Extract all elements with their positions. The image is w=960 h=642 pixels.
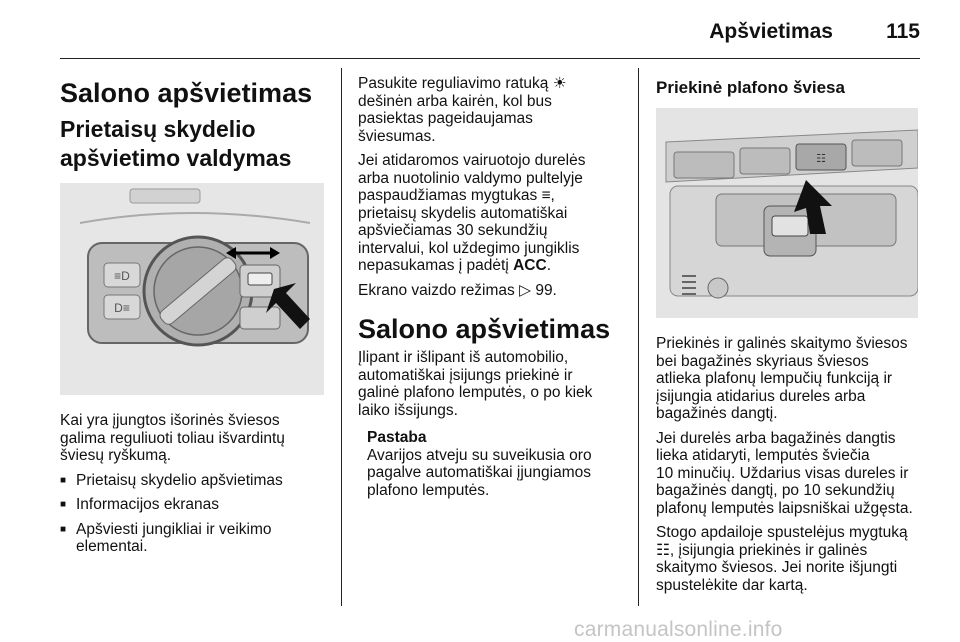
list-item: ■ Apšviesti jungikliai ir veikimo elementai. — [60, 521, 328, 556]
column-divider-2 — [638, 68, 639, 606]
list-item: ■ Prietaisų skydelio apšvietimas — [60, 472, 328, 490]
paragraph: Jei atidaromos vairuotojo durelės arba nuotolinio valdymo pultelyje paspaudžiamas mygtukas ≡, prietaisų skydelis automatiškai apšviečiamas 30 sekundžių intervalui, kol uždegimo jungiklis nepasukamas į padėtį ACC. — [358, 152, 586, 274]
column-1 — [60, 70, 328, 563]
column-divider-1 — [341, 68, 342, 606]
section-heading: Salono apšvietimas — [60, 78, 313, 108]
paragraph: Stogo apdailoje spustelėjus mygtuką ☷, įsijungia priekinės ir galinės skaitymo šviesos. Jei norite išjungti spustelėkite dar kartą. — [656, 524, 908, 594]
note-box — [358, 429, 628, 499]
subsection-heading-line: Prietaisų skydelio — [60, 116, 256, 142]
note-text: Avarijos atveju su suveikusia oro pagalve automatiškai įjungiamos plafono lemputės. — [367, 446, 592, 499]
svg-text:D≡: D≡ — [114, 301, 130, 315]
paragraph: Pasukite reguliavimo ratuką ☀ dešinėn arba kairėn, kol bus pasiektas pageidaujamas šviesumas. — [358, 75, 567, 145]
front-courtesy-light-figure — [656, 108, 918, 318]
header-rule — [60, 58, 920, 59]
page-number: 115 — [886, 20, 920, 43]
watermark: carmanualsonline.info — [574, 618, 783, 641]
svg-text:☷: ☷ — [816, 153, 826, 165]
column-2 — [358, 75, 628, 499]
paragraph: Priekinės ir galinės skaitymo šviesos bei bagažinės skyriaus šviesos atlieka plafonų lempučių funkciją ir įsijungia atidarius dureles arba bagažinės dangtį. — [656, 335, 908, 422]
paragraph: Kai yra įjungtos išorinės šviesos galima reguliuoti toliau išvardintų šviesų ryškumą. — [60, 412, 285, 464]
paragraph: Jei durelės arba bagažinės dangtis lieka atidaryti, lemputės šviečia 10 minučių. Uždarius visas dureles ir bagažinės dangtį, po 10 sekundžių plafonų lemputės laipsniškai užgęsta. — [656, 429, 913, 517]
svg-text:≡D: ≡D — [114, 269, 130, 283]
paragraph: Ekrano vaizdo režimas ▷ 99. — [358, 281, 557, 299]
list-item: ■ Informacijos ekranas — [60, 496, 328, 514]
subsection-heading-line: apšvietimo valdymas — [60, 145, 292, 171]
subsection-heading: Priekinė plafono šviesa — [656, 78, 845, 97]
light-switch-illustration — [60, 183, 324, 395]
section-heading: Salono apšvietimas — [358, 314, 611, 344]
running-header-title: Apšvietimas — [709, 20, 833, 43]
page-reference-link[interactable]: ▷ 99. — [519, 281, 557, 299]
column-3 — [656, 70, 924, 601]
courtesy-light-illustration — [656, 108, 918, 318]
note-title: Pastaba — [367, 429, 427, 446]
dashboard-light-switch-figure — [60, 183, 324, 395]
paragraph: Įlipant ir išlipant iš automobilio, automatiškai įsijungs priekinė ir galinė plafono lemputės, o po kiek laiko išsijungs. — [358, 349, 593, 419]
subsection-heading — [60, 115, 328, 173]
bullet-list — [60, 472, 328, 556]
